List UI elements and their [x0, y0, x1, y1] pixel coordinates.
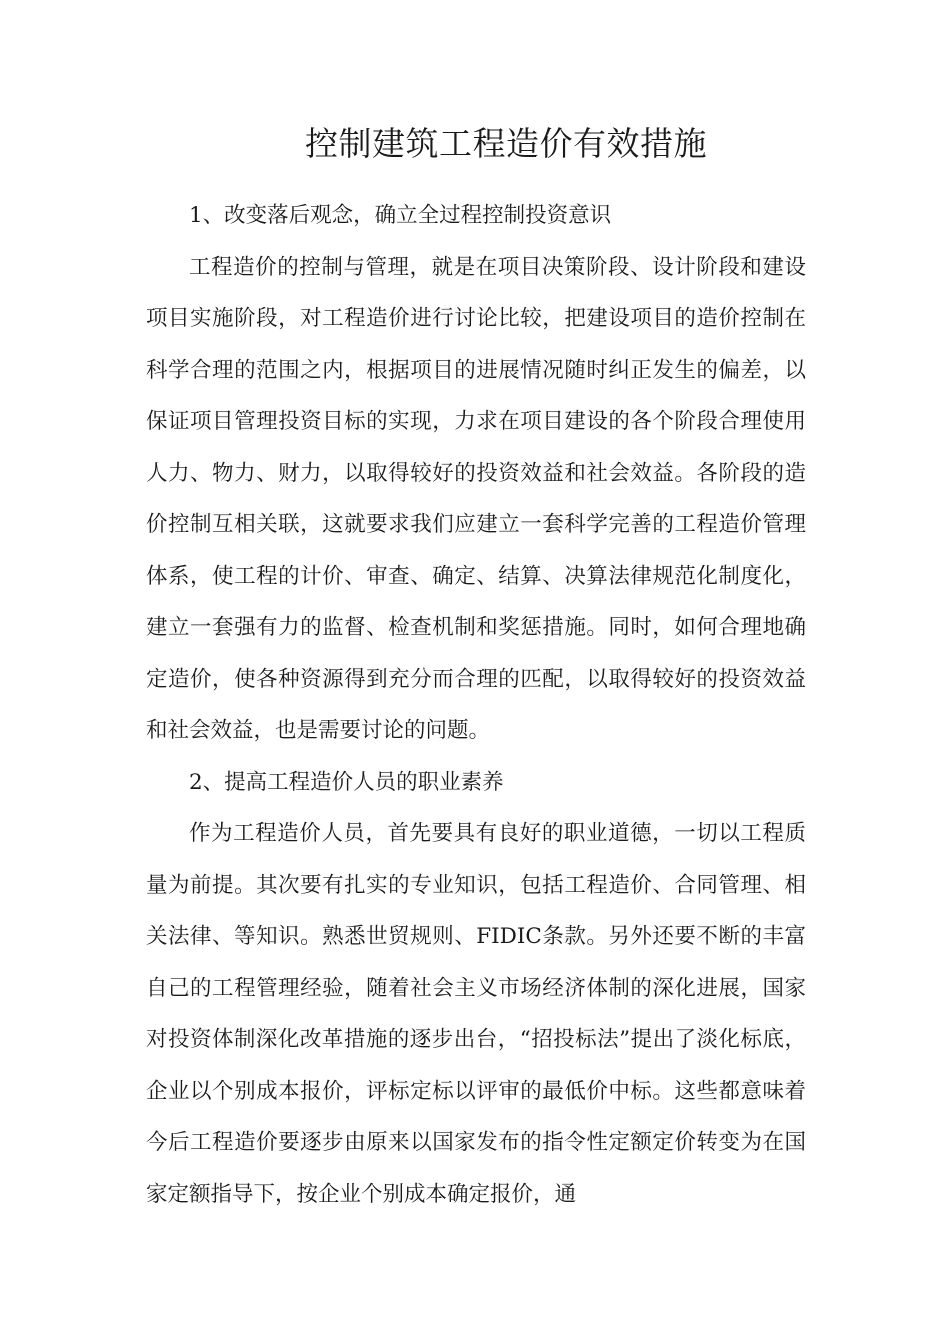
document-title: 控制建筑工程造价有效措施: [305, 124, 707, 163]
document-body: [146, 190, 806, 1220]
section-paragraph-2: 作为工程造价人员，首先要具有良好的职业道德，一切以工程质量为前提。其次要有扎实的专业知识，包括工程造价、合同管理、相关法律、等知识。熟悉世贸规则、FIDIC条款。另外还要不断的丰富自己的工程管理经验，随着社会主义市场经济体制的深化进展，国家对投资体制深化改革措施的逐步出台，“招投标法”提出了淡化标底，企业以个别成本报价，评标定标以评审的最低价中标。这些都意味着今后工程造价要逐步由原来以国家发布的指令性定额定价转变为在国家定额指导下，按企业个别成本确定报价，通: [146, 821, 806, 1207]
section-heading-1: 1、改变落后观念，确立全过程控制投资意识: [189, 203, 612, 228]
section-heading-2: 2、提高工程造价人员的职业素养: [189, 769, 504, 795]
section-paragraph-1: 工程造价的控制与管理，就是在项目决策阶段、设计阶段和建设项目实施阶段，对工程造价进行讨论比较，把建设项目的造价控制在科学合理的范围之内，根据项目的进展情况随时纠正发生的偏差，以保证项目管理投资目标的实现，力求在项目建设的各个阶段合理使用人力、物力、财力，以取得较好的投资效益和社会效益。各阶段的造价控制互相关联，这就要求我们应建立一套科学完善的工程造价管理体系，使工程的计价、审查、确定、结算、决算法律规范化制度化，建立一套强有力的监督、检查机制和奖惩措施。同时，如何合理地确定造价，使各种资源得到充分而合理的匹配，以取得较好的投资效益和社会效益，也是需要讨论的问题。: [146, 254, 806, 743]
